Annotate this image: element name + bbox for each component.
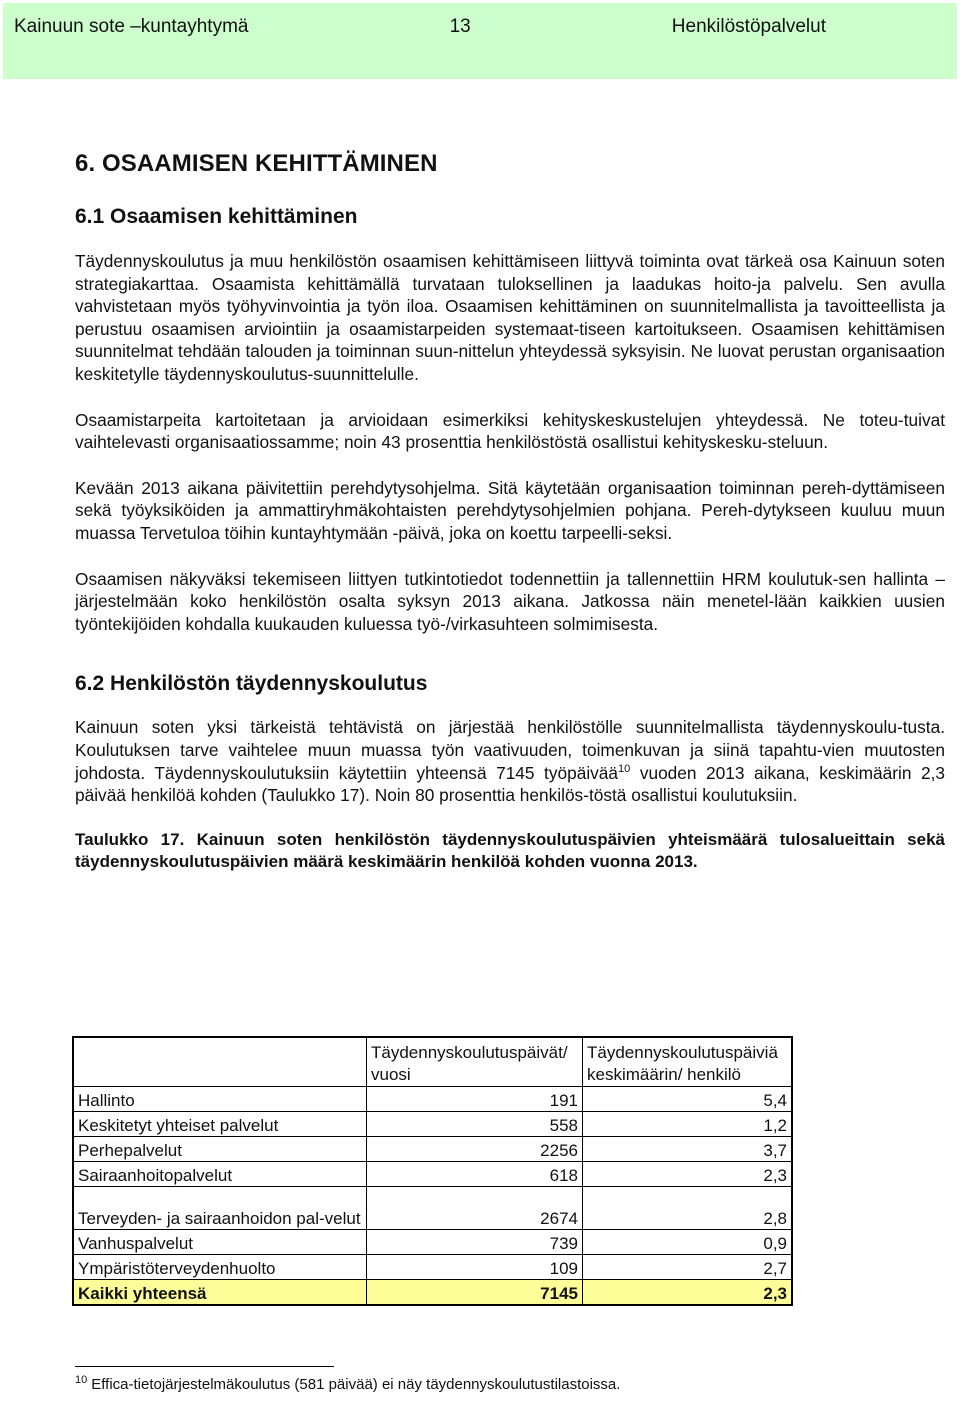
footnote-reference: 10 — [618, 762, 631, 775]
unit-cell: Hallinto — [73, 1087, 367, 1112]
footnote — [75, 1376, 620, 1393]
paragraph: Osaamisen näkyväksi tekemiseen liittyen tutkintotiedot todennettiin ja tallennettiin HRM koulutuk-sen hallinta – järjestelmään koko henkilöstön osalta syksyn 2013 aikana. Jatkossa näin menetel-lään kaikkien uusien työntekijöiden kohdalla kuukauden kuluessa työ-/virkasuhteen solmimisesta. — [75, 568, 945, 634]
table-row — [73, 1230, 792, 1255]
avg-cell: 3,7 — [583, 1137, 793, 1162]
table-row — [73, 1137, 792, 1162]
document-body — [75, 150, 945, 874]
unit-cell: Terveyden- ja sairaanhoidon pal-velut — [73, 1187, 367, 1230]
footnote-number: 10 — [75, 1374, 88, 1386]
paragraph: Kevään 2013 aikana päivitettiin perehdytysohjelma. Sitä käytetään organisaation toiminnan pereh-dyttämiseen sekä työyksiköiden ja ammattiryhmäkohtaisten perehdytysohjelmien pohjana. Pereh-dytykseen kuuluu muun muassa Tervetuloa töihin kuntayhtymään -päivä, joka on koettu tarpeelli-seksi. — [75, 477, 945, 543]
days-cell: 739 — [367, 1230, 583, 1255]
avg-cell: 2,8 — [583, 1187, 793, 1230]
unit-cell: Vanhuspalvelut — [73, 1230, 367, 1255]
avg-cell: 5,4 — [583, 1087, 793, 1112]
table-row — [73, 1187, 792, 1230]
days-cell: 191 — [367, 1087, 583, 1112]
days-cell: 2674 — [367, 1187, 583, 1230]
days-cell: 618 — [367, 1162, 583, 1187]
total-days-cell: 7145 — [367, 1280, 583, 1306]
header-cell: Täydennyskoulutuspäiviä keskimäärin/ henkilö — [583, 1037, 793, 1087]
total-label-cell: Kaikki yhteensä — [73, 1280, 367, 1306]
header-page-number: 13 — [449, 16, 471, 37]
avg-cell: 2,7 — [583, 1255, 793, 1280]
table-row — [73, 1112, 792, 1137]
avg-cell: 2,3 — [583, 1162, 793, 1187]
table-row — [73, 1255, 792, 1280]
chapter-title: 6. OSAAMISEN KEHITTÄMINEN — [75, 150, 438, 177]
table-total-row — [73, 1280, 792, 1306]
days-cell: 2256 — [367, 1137, 583, 1162]
unit-cell: Ympäristöterveydenhuolto — [73, 1255, 367, 1280]
table-row — [73, 1087, 792, 1112]
header-organization: Kainuun sote –kuntayhtymä — [14, 16, 249, 37]
section-title-6-2: 6.2 Henkilöstön täydennyskoulutus — [75, 672, 428, 696]
paragraph — [75, 716, 945, 806]
paragraph-text: Kainuun soten yksi tärkeistä tehtävistä on järjestää henkilöstölle suunnitelmallista täydennyskoulu-tusta. Koulutuksen tarve vaihtelee muun muassa työn vaativuuden, toimenkuvan ja siinä tapahtu-vien muutosten johdosta. Täydennyskoulutuksiin käytettiin yhteensä 7145 työpäivää — [75, 717, 945, 783]
header-cell — [73, 1037, 367, 1087]
unit-cell: Sairaanhoitopalvelut — [73, 1162, 367, 1187]
total-avg-cell: 2,3 — [583, 1280, 793, 1306]
footnote-separator — [75, 1366, 334, 1367]
footnote-text: Effica-tietojärjestelmäkoulutus (581 päivää) ei näy täydennyskoulutustilastoissa. — [91, 1376, 621, 1393]
table-caption: Taulukko 17. Kainuun soten henkilöstön täydennyskoulutuspäivien yhteismäärä tulosalueittain sekä täydennyskoulutuspäivien määrä keskimäärin henkilöä kohden vuonna 2013. — [75, 829, 945, 872]
days-cell: 558 — [367, 1112, 583, 1137]
paragraph: Täydennyskoulutus ja muu henkilöstön osaamisen kehittämiseen liittyvä toiminta ovat tärkeä osa Kainuun soten strategiakarttaa. Osaamista kehittämällä turvataan tuloksellinen ja laadukas hoito-ja palvelu. Sen avulla vahvistetaan myös työhyvinvointia ja työn iloa. Osaamisen kehittäminen on suunnitelmallista ja tavoitteellista ja perustuu osaamisen arviointiin ja osaamistarpeiden systemaat-tiseen kartoitukseen. Osaamisen kehittämisen suunnitelmat tehdään talouden ja toiminnan suun-nittelun yhteydessä syksyisin. Ne luovat perustan organisaation keskitetylle täydennyskoulutus-suunnittelulle. — [75, 251, 945, 384]
table-header-row — [73, 1037, 792, 1087]
paragraph-text: vuoden 2013 aikana, keskimäärin 2,3 päivää henkilöä kohden (Taulukko 17). Noin 80 prosenttia henkilös-töstä osallistui koulutuksiin. — [75, 762, 946, 806]
section-title-6-1: 6.1 Osaamisen kehittäminen — [75, 205, 358, 228]
page-header — [3, 3, 957, 79]
training-days-table — [72, 1036, 793, 1306]
avg-cell: 1,2 — [583, 1112, 793, 1137]
days-cell: 109 — [367, 1255, 583, 1280]
header-department: Henkilöstöpalvelut — [671, 16, 826, 37]
unit-cell: Perhepalvelut — [73, 1137, 367, 1162]
unit-cell: Keskitetyt yhteiset palvelut — [73, 1112, 367, 1137]
header-cell: Täydennyskoulutuspäivät/ vuosi — [367, 1037, 583, 1087]
avg-cell: 0,9 — [583, 1230, 793, 1255]
table-row — [73, 1162, 792, 1187]
paragraph: Osaamistarpeita kartoitetaan ja arvioidaan esimerkiksi kehityskeskustelujen yhteydessä. Ne toteu-tuivat vaihtelevasti organisaatiossamme; noin 43 prosenttia henkilöstöstä osallistui kehityskesku-steluun. — [75, 409, 945, 453]
